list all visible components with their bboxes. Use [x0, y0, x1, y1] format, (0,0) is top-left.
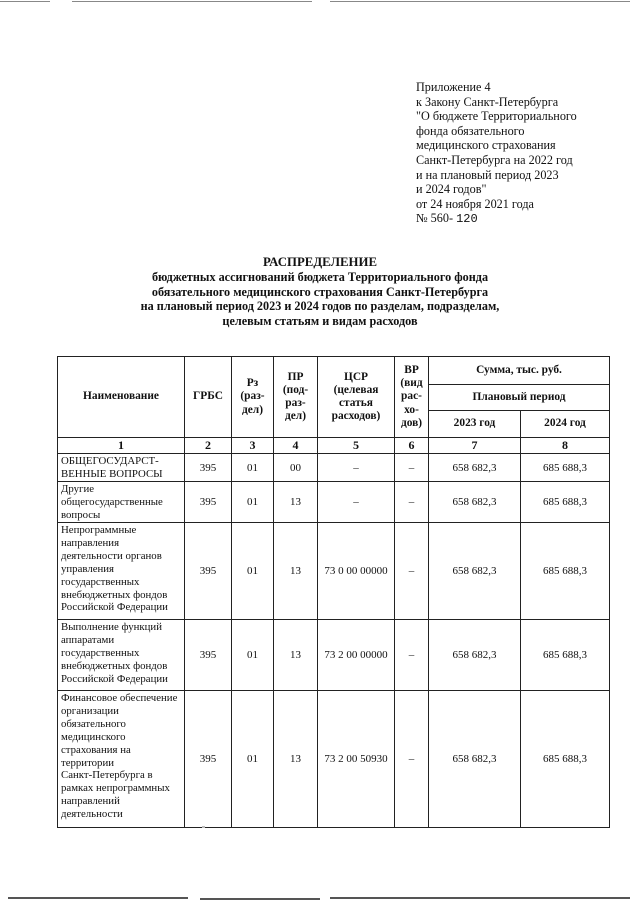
header-rz-line: Рз — [246, 377, 259, 390]
column-number-row — [58, 438, 610, 454]
header-pr — [274, 357, 318, 438]
row-name-line: внебюджетных фондов — [61, 588, 168, 601]
row-name — [58, 482, 185, 523]
row-name-line: обязательного — [61, 717, 126, 730]
cell-pr: 13 — [274, 523, 318, 620]
header-rz-line: дел) — [241, 403, 263, 416]
header-csr-line: расходов) — [331, 410, 381, 423]
row-name-line: страхования на — [61, 743, 131, 756]
row-name-line: Непрограммные — [61, 524, 137, 536]
row-name — [58, 454, 185, 482]
header-sum: Сумма, тыс. руб. — [429, 357, 610, 385]
cell-vr: – — [395, 482, 429, 523]
appendix-line: от 24 ноября 2021 года — [416, 196, 534, 211]
law-number-value: 120 — [456, 212, 478, 227]
row-name-line: управления — [61, 562, 115, 575]
header-vr-line: хо- — [404, 403, 419, 416]
heading-line: бюджетных ассигнований бюджета Территориального фонда — [151, 269, 489, 284]
appendix-block — [416, 80, 616, 227]
scan-bottom-edge — [0, 896, 640, 900]
header-rz — [232, 357, 274, 438]
cell-2023: 658 682,3 — [429, 620, 521, 691]
appendix-line: Приложение 4 — [416, 80, 491, 94]
table-row — [58, 454, 610, 482]
row-name-line: Финансовое обеспечение — [61, 692, 178, 704]
appendix-line: и 2024 годов" — [416, 182, 487, 197]
column-number: 7 — [429, 438, 521, 454]
scan-top-edge — [0, 0, 640, 3]
heading-line: обязательного медицинского страхования Санкт-Петербурга — [151, 284, 489, 299]
row-name-line: государственных — [61, 646, 140, 659]
column-number: 8 — [521, 438, 610, 454]
header-csr-line: (целевая — [333, 383, 379, 396]
cell-pr: 13 — [274, 620, 318, 691]
table-row — [58, 691, 610, 828]
header-vr — [395, 357, 429, 438]
cell-pr: 13 — [274, 482, 318, 523]
row-name-line: государственных — [61, 575, 140, 588]
row-name-line: Санкт-Петербурга в — [61, 769, 153, 782]
cell-vr: – — [395, 620, 429, 691]
row-name-line: аппаратами — [61, 633, 115, 646]
cell-vr: – — [395, 523, 429, 620]
column-number: 6 — [395, 438, 429, 454]
cell-2024: 685 688,3 — [521, 620, 610, 691]
cell-2024: 685 688,3 — [521, 482, 610, 523]
scan-speck — [202, 826, 205, 828]
column-number: 4 — [274, 438, 318, 454]
document-title: РАСПРЕДЕЛЕНИЕ — [262, 255, 377, 269]
column-number: 5 — [318, 438, 395, 454]
row-name-line: ВЕННЫЕ ВОПРОСЫ — [61, 467, 163, 480]
budget-table — [57, 356, 610, 828]
header-vr-line: ВР — [404, 363, 419, 376]
header-pr-line: ПР — [287, 370, 304, 383]
column-number: 2 — [185, 438, 232, 454]
row-name-line: внебюджетных фондов — [61, 659, 168, 672]
row-name-line: территории — [61, 756, 115, 769]
cell-2024: 685 688,3 — [521, 454, 610, 482]
column-number: 3 — [232, 438, 274, 454]
row-name-line: Российской Федерации — [61, 601, 168, 614]
cell-2023: 658 682,3 — [429, 523, 521, 620]
header-year-2023: 2023 год — [429, 411, 521, 438]
table-row — [58, 482, 610, 523]
header-grbs: ГРБС — [185, 357, 232, 438]
header-name: Наименование — [58, 357, 185, 438]
cell-2023: 658 682,3 — [429, 482, 521, 523]
appendix-line: Санкт-Петербурга на 2022 год — [416, 152, 573, 167]
row-name-line: Российской Федерации — [61, 672, 168, 685]
row-name — [58, 523, 185, 620]
cell-rz: 01 — [232, 482, 274, 523]
heading-line: на плановый период 2023 и 2024 годов по разделам, подразделам, — [140, 299, 500, 314]
header-vr-line: рас- — [401, 390, 422, 403]
cell-rz: 01 — [232, 523, 274, 620]
row-name-line: организации — [61, 704, 119, 717]
cell-csr: – — [318, 454, 395, 482]
row-name-line: ОБЩЕГОСУДАРСТ- — [61, 455, 159, 467]
appendix-line: фонда обязательного — [416, 123, 525, 138]
law-number-prefix: № 560- — [416, 211, 454, 226]
cell-grbs: 395 — [185, 620, 232, 691]
row-name-line: Выполнение функций — [61, 621, 162, 633]
cell-csr: 73 2 00 00000 — [318, 620, 395, 691]
header-planning-period: Плановый период — [429, 385, 610, 411]
cell-grbs: 395 — [185, 691, 232, 828]
cell-2024: 685 688,3 — [521, 523, 610, 620]
cell-csr: – — [318, 482, 395, 523]
row-name — [58, 691, 185, 828]
row-name-line: общегосударственные — [61, 495, 163, 508]
appendix-line: и на плановый период 2023 — [416, 167, 559, 182]
cell-rz: 01 — [232, 620, 274, 691]
row-name-line: деятельности органов — [61, 549, 162, 562]
cell-grbs: 395 — [185, 482, 232, 523]
row-name — [58, 620, 185, 691]
row-name-line: медицинского — [61, 730, 126, 743]
cell-rz: 01 — [232, 454, 274, 482]
cell-rz: 01 — [232, 691, 274, 828]
cell-pr: 00 — [274, 454, 318, 482]
row-name-line: направлений — [61, 795, 120, 808]
cell-vr: – — [395, 454, 429, 482]
cell-vr: – — [395, 691, 429, 828]
header-csr-line: статья — [339, 397, 373, 409]
cell-csr: 73 2 00 50930 — [318, 691, 395, 828]
header-pr-line: дел) — [284, 410, 306, 423]
header-year-2024: 2024 год — [521, 411, 610, 438]
row-name-line: Другие — [61, 483, 95, 495]
appendix-line: медицинского страхования — [416, 138, 556, 153]
appendix-line: "О бюджете Территориального — [416, 109, 577, 124]
header-csr — [318, 357, 395, 438]
row-name-line: деятельности — [61, 808, 123, 821]
header-csr-line: ЦСР — [343, 370, 369, 383]
document-heading — [100, 255, 540, 329]
header-vr-line: (вид — [400, 377, 423, 390]
header-pr-line: (под- — [282, 383, 309, 396]
column-number: 1 — [58, 438, 185, 454]
cell-2023: 658 682,3 — [429, 691, 521, 828]
row-name-line: рамках непрограммных — [61, 782, 170, 795]
cell-2024: 685 688,3 — [521, 691, 610, 828]
cell-grbs: 395 — [185, 523, 232, 620]
heading-line: целевым статьям и видам расходов — [222, 314, 418, 329]
row-name-line: вопросы — [61, 508, 101, 521]
law-number — [416, 211, 616, 227]
header-vr-line: дов) — [400, 416, 423, 429]
row-name-line: направления — [61, 536, 120, 549]
header-pr-line: раз- — [285, 397, 306, 409]
cell-2023: 658 682,3 — [429, 454, 521, 482]
cell-grbs: 395 — [185, 454, 232, 482]
cell-pr: 13 — [274, 691, 318, 828]
cell-csr: 73 0 00 00000 — [318, 523, 395, 620]
table-row — [58, 523, 610, 620]
appendix-line: к Закону Санкт-Петербурга — [416, 94, 559, 109]
header-rz-line: (раз- — [240, 390, 265, 403]
table-row — [58, 620, 610, 691]
